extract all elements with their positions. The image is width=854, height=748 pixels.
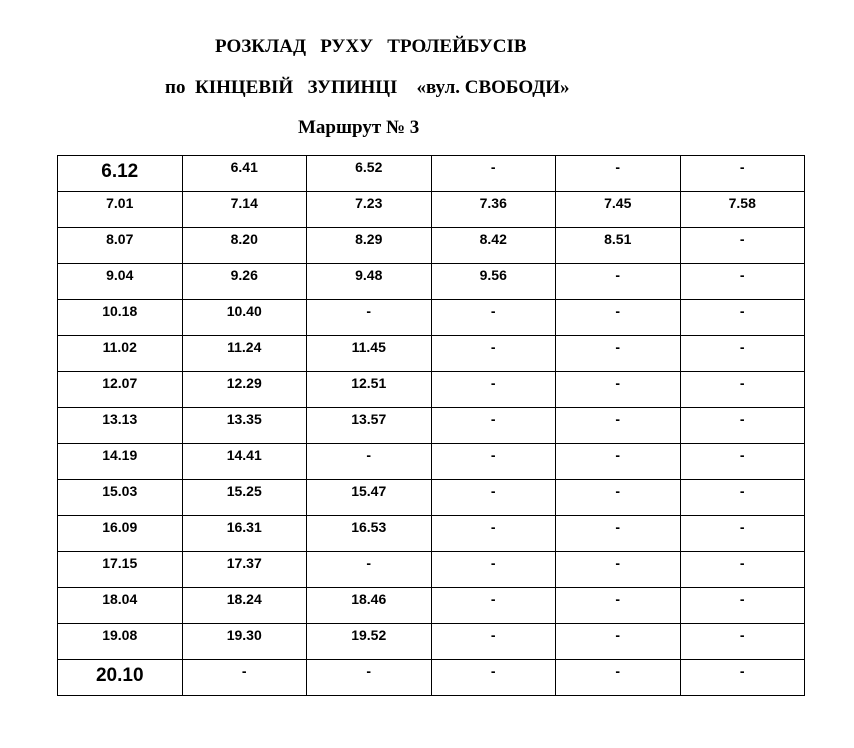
- departure-time: -: [739, 231, 745, 247]
- departure-time: -: [615, 267, 621, 283]
- route-number: Маршрут № 3: [298, 117, 420, 138]
- table-cell: [431, 156, 556, 192]
- departure-time: 17.37: [226, 555, 262, 571]
- departure-time: -: [615, 627, 621, 643]
- departure-time: 15.47: [351, 483, 387, 499]
- departure-time: 8.20: [230, 231, 258, 247]
- schedule-table: [57, 155, 805, 696]
- table-cell: [556, 372, 681, 408]
- table-row: [58, 588, 805, 624]
- table-cell: [680, 624, 805, 660]
- table-cell: [431, 228, 556, 264]
- departure-time: -: [739, 339, 745, 355]
- departure-time: -: [615, 375, 621, 391]
- table-cell: [556, 156, 681, 192]
- table-cell: [58, 192, 183, 228]
- table-cell: [58, 552, 183, 588]
- departure-time: -: [739, 627, 745, 643]
- table-cell: [58, 300, 183, 336]
- table-row: [58, 516, 805, 552]
- table-cell: [58, 408, 183, 444]
- table-cell: [680, 480, 805, 516]
- departure-time: 8.07: [106, 231, 134, 247]
- departure-time: 9.04: [106, 267, 134, 283]
- table-cell: [680, 228, 805, 264]
- departure-time: 9.48: [355, 267, 383, 283]
- departure-time: -: [490, 447, 496, 463]
- departure-time: -: [615, 339, 621, 355]
- table-cell: [182, 300, 307, 336]
- departure-time: -: [490, 303, 496, 319]
- departure-time: -: [739, 591, 745, 607]
- table-cell: [182, 336, 307, 372]
- departure-time: -: [490, 375, 496, 391]
- table-row: [58, 156, 805, 192]
- departure-time: 12.29: [226, 375, 262, 391]
- table-cell: [431, 624, 556, 660]
- table-cell: [182, 264, 307, 300]
- table-cell: [556, 480, 681, 516]
- table-cell: [58, 228, 183, 264]
- table-cell: [431, 372, 556, 408]
- departure-time: 13.13: [102, 411, 138, 427]
- table-cell: [182, 408, 307, 444]
- table-cell: [556, 192, 681, 228]
- departure-time: 19.08: [102, 627, 138, 643]
- table-cell: [680, 372, 805, 408]
- table-cell: [307, 192, 432, 228]
- departure-time: -: [739, 663, 745, 679]
- table-row: [58, 300, 805, 336]
- departure-time: -: [739, 411, 745, 427]
- departure-time: -: [615, 519, 621, 535]
- table-cell: [58, 588, 183, 624]
- table-cell: [431, 264, 556, 300]
- departure-time: -: [490, 483, 496, 499]
- stop-name: по КІНЦЕВІЙ ЗУПИНЦІ «вул. СВОБОДИ»: [165, 77, 570, 98]
- departure-time: -: [366, 663, 372, 679]
- table-cell: [58, 444, 183, 480]
- table-cell: [556, 624, 681, 660]
- departure-time: 11.45: [351, 339, 386, 355]
- table-cell: [307, 156, 432, 192]
- departure-time: -: [615, 303, 621, 319]
- departure-time: -: [615, 591, 621, 607]
- departure-time: 8.42: [479, 231, 507, 247]
- table-cell: [307, 336, 432, 372]
- table-cell: [58, 624, 183, 660]
- departure-time: 10.18: [102, 303, 138, 319]
- table-cell: [556, 444, 681, 480]
- table-cell: [680, 156, 805, 192]
- table-cell: [307, 444, 432, 480]
- table-cell: [58, 264, 183, 300]
- table-cell: [307, 516, 432, 552]
- table-cell: [182, 444, 307, 480]
- table-cell: [680, 192, 805, 228]
- table-cell: [431, 444, 556, 480]
- table-cell: [431, 588, 556, 624]
- table-cell: [182, 588, 307, 624]
- departure-time: -: [615, 483, 621, 499]
- table-cell: [182, 480, 307, 516]
- departure-time: 7.23: [355, 195, 383, 211]
- departure-time: -: [615, 663, 621, 679]
- table-cell: [58, 156, 183, 192]
- table-cell: [680, 336, 805, 372]
- table-cell: [182, 372, 307, 408]
- table-cell: [680, 588, 805, 624]
- departure-time: -: [490, 555, 496, 571]
- departure-time: 18.04: [102, 591, 138, 607]
- departure-time: 14.41: [226, 447, 262, 463]
- table-cell: [680, 660, 805, 696]
- departure-time: 11.02: [102, 339, 137, 355]
- departure-time: -: [739, 483, 745, 499]
- table-cell: [556, 408, 681, 444]
- table-cell: [556, 336, 681, 372]
- table-cell: [556, 516, 681, 552]
- departure-time: -: [739, 375, 745, 391]
- departure-time: -: [490, 519, 496, 535]
- departure-time: 19.30: [226, 627, 262, 643]
- schedule-body: [58, 156, 805, 696]
- departure-time: -: [490, 591, 496, 607]
- table-cell: [307, 264, 432, 300]
- table-cell: [58, 516, 183, 552]
- table-cell: [680, 300, 805, 336]
- table-cell: [680, 516, 805, 552]
- departure-time: 6.41: [230, 159, 258, 175]
- departure-time: 13.35: [226, 411, 262, 427]
- table-row: [58, 264, 805, 300]
- departure-time: -: [739, 447, 745, 463]
- table-cell: [307, 480, 432, 516]
- table-cell: [680, 444, 805, 480]
- departure-time: 18.46: [351, 591, 387, 607]
- table-cell: [307, 372, 432, 408]
- table-cell: [556, 660, 681, 696]
- table-cell: [58, 336, 183, 372]
- departure-time: -: [241, 663, 247, 679]
- departure-time: 19.52: [351, 627, 387, 643]
- departure-time: 16.09: [102, 519, 138, 535]
- table-cell: [680, 264, 805, 300]
- table-cell: [431, 192, 556, 228]
- departure-time: 16.31: [226, 519, 262, 535]
- table-cell: [556, 300, 681, 336]
- table-cell: [307, 408, 432, 444]
- table-cell: [307, 300, 432, 336]
- departure-time: -: [366, 303, 372, 319]
- table-cell: [182, 516, 307, 552]
- departure-time: 6.12: [101, 161, 139, 182]
- table-cell: [307, 660, 432, 696]
- table-cell: [58, 480, 183, 516]
- table-cell: [58, 372, 183, 408]
- departure-time: -: [366, 555, 372, 571]
- table-cell: [182, 660, 307, 696]
- departure-time: 16.53: [351, 519, 387, 535]
- table-cell: [307, 228, 432, 264]
- departure-time: 12.07: [102, 375, 138, 391]
- departure-time: 10.40: [226, 303, 262, 319]
- departure-time: -: [739, 159, 745, 175]
- departure-time: -: [490, 411, 496, 427]
- departure-time: 6.52: [355, 159, 383, 175]
- schedule-title: РОЗКЛАД РУХУ ТРОЛЕЙБУСІВ: [215, 36, 527, 57]
- table-row: [58, 552, 805, 588]
- table-cell: [431, 516, 556, 552]
- departure-time: 8.51: [604, 231, 632, 247]
- table-cell: [431, 408, 556, 444]
- departure-time: -: [615, 555, 621, 571]
- table-row: [58, 660, 805, 696]
- departure-time: -: [490, 339, 496, 355]
- departure-time: -: [615, 411, 621, 427]
- table-cell: [307, 552, 432, 588]
- departure-time: 7.14: [230, 195, 258, 211]
- departure-time: 20.10: [95, 665, 144, 686]
- departure-time: -: [739, 267, 745, 283]
- departure-time: 9.56: [479, 267, 507, 283]
- departure-time: 18.24: [226, 591, 262, 607]
- table-cell: [182, 552, 307, 588]
- departure-time: 15.25: [226, 483, 262, 499]
- table-row: [58, 372, 805, 408]
- table-cell: [182, 156, 307, 192]
- departure-time: 12.51: [351, 375, 387, 391]
- departure-time: 8.29: [355, 231, 383, 247]
- departure-time: 7.58: [728, 195, 756, 211]
- table-cell: [431, 480, 556, 516]
- departure-time: 7.01: [106, 195, 134, 211]
- table-cell: [680, 408, 805, 444]
- departure-time: -: [739, 555, 745, 571]
- table-cell: [556, 264, 681, 300]
- table-cell: [556, 588, 681, 624]
- table-cell: [182, 624, 307, 660]
- table-cell: [182, 228, 307, 264]
- table-row: [58, 624, 805, 660]
- table-row: [58, 192, 805, 228]
- departure-time: 15.03: [102, 483, 138, 499]
- departure-time: 11.24: [227, 339, 262, 355]
- table-cell: [307, 624, 432, 660]
- departure-time: -: [739, 303, 745, 319]
- departure-time: -: [490, 627, 496, 643]
- table-row: [58, 336, 805, 372]
- table-cell: [431, 552, 556, 588]
- table-cell: [431, 660, 556, 696]
- departure-time: -: [490, 159, 496, 175]
- departure-time: 7.45: [604, 195, 632, 211]
- departure-time: -: [615, 447, 621, 463]
- table-cell: [680, 552, 805, 588]
- table-cell: [556, 228, 681, 264]
- departure-time: 7.36: [479, 195, 507, 211]
- table-cell: [431, 336, 556, 372]
- table-row: [58, 228, 805, 264]
- table-cell: [556, 552, 681, 588]
- departure-time: -: [739, 519, 745, 535]
- departure-time: -: [490, 663, 496, 679]
- table-row: [58, 408, 805, 444]
- table-row: [58, 480, 805, 516]
- table-cell: [307, 588, 432, 624]
- table-cell: [431, 300, 556, 336]
- table-cell: [182, 192, 307, 228]
- departure-time: 9.26: [230, 267, 258, 283]
- departure-time: 13.57: [351, 411, 387, 427]
- departure-time: -: [615, 159, 621, 175]
- table-cell: [58, 660, 183, 696]
- departure-time: 14.19: [102, 447, 138, 463]
- table-row: [58, 444, 805, 480]
- departure-time: 17.15: [102, 555, 138, 571]
- departure-time: -: [366, 447, 372, 463]
